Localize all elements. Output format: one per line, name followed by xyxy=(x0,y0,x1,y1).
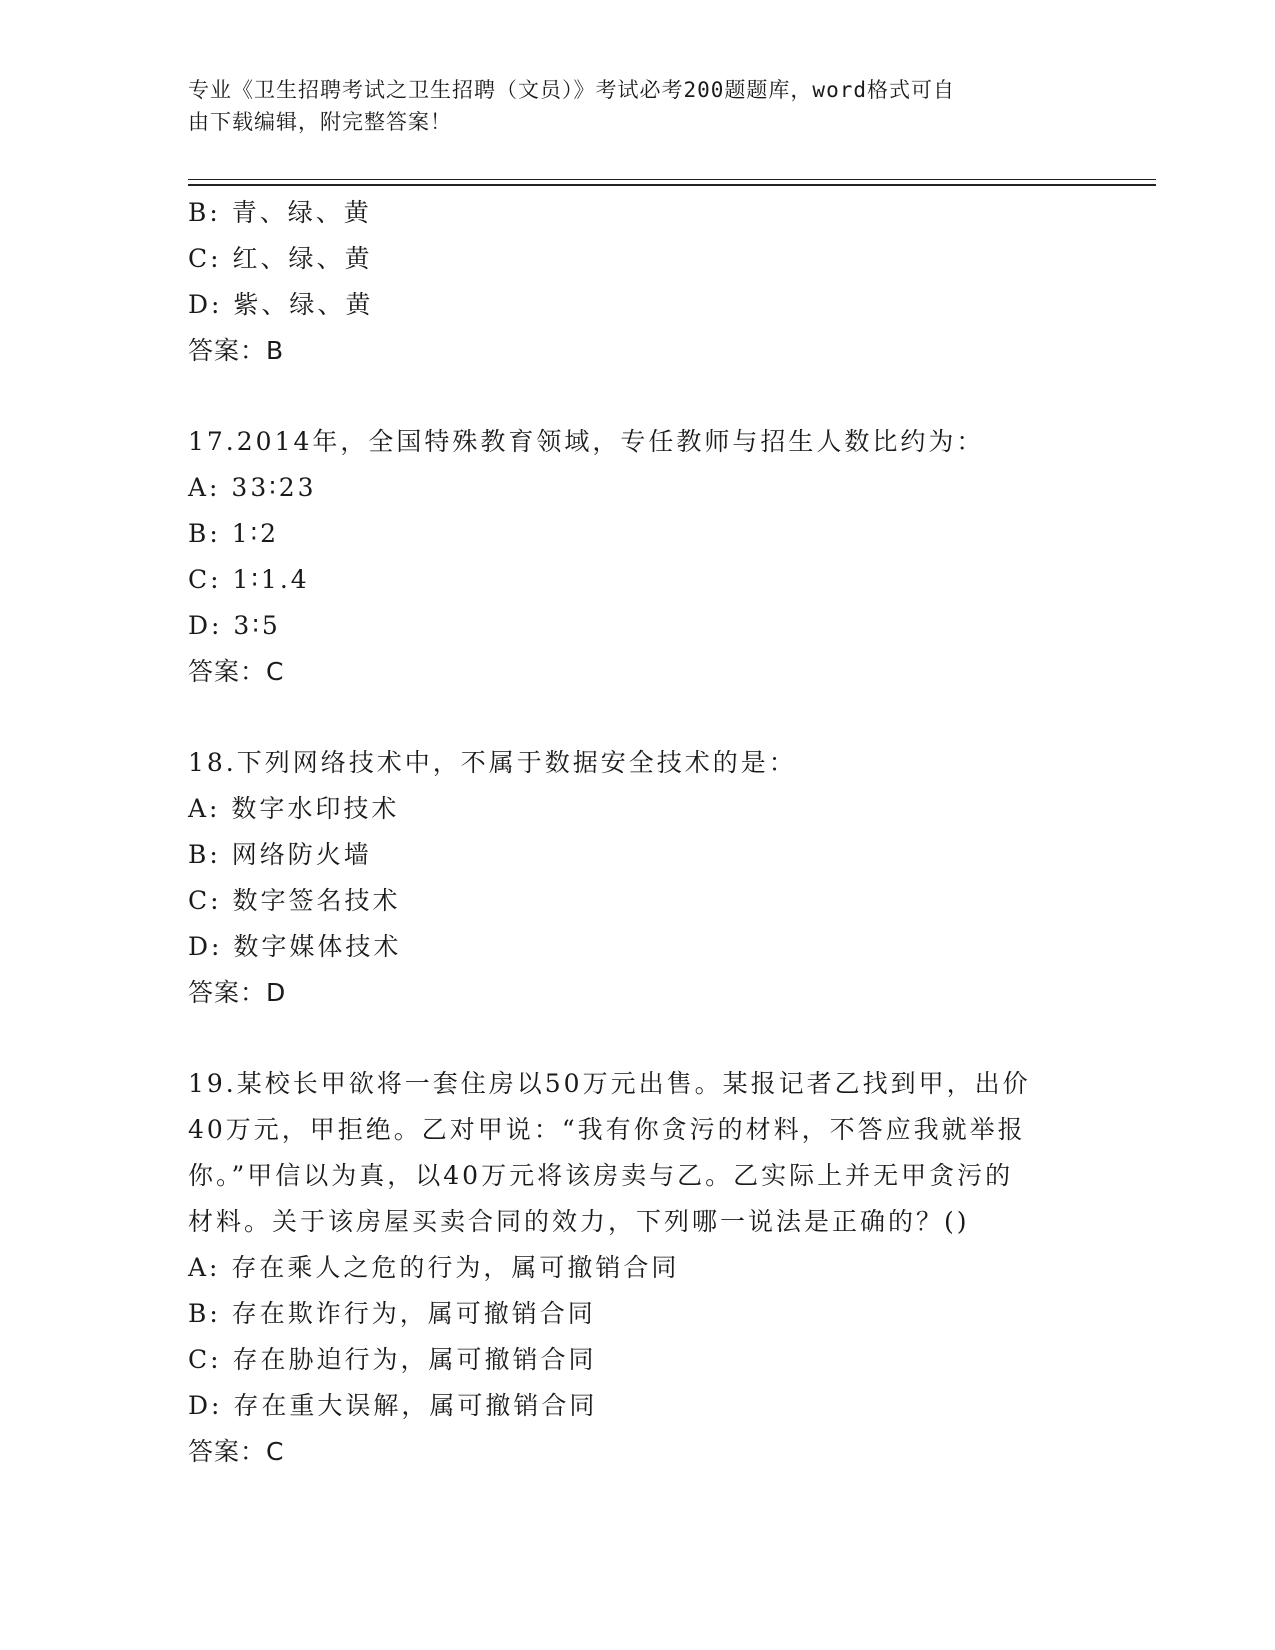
question-17 xyxy=(188,419,1088,695)
option-a: A: 33∶23 xyxy=(188,473,317,502)
option-d: D: 数字媒体技术 xyxy=(188,932,402,961)
option-c: C: 存在胁迫行为，属可撤销合同 xyxy=(188,1345,597,1374)
question-18 xyxy=(188,740,1088,1016)
option-c: C: 红、绿、黄 xyxy=(188,244,373,273)
option-b: B: 存在欺诈行为，属可撤销合同 xyxy=(188,1299,596,1328)
document-header xyxy=(188,74,1068,138)
question-text: 17.2014年，全国特殊教育领域，专任教师与招生人数比约为： xyxy=(188,427,985,456)
question-content xyxy=(188,190,1088,1475)
question-text-line-1: 19.某校长甲欲将一套住房以50万元出售。某报记者乙找到甲，出价 xyxy=(188,1069,1031,1098)
option-a: A: 数字水印技术 xyxy=(188,794,400,823)
question-text-line-4: 材料。关于该房屋买卖合同的效力，下列哪一说法是正确的？() xyxy=(188,1207,970,1236)
option-d: D: 紫、绿、黄 xyxy=(188,290,374,319)
header-divider-thin xyxy=(188,179,1156,180)
option-b: B: 青、绿、黄 xyxy=(188,198,372,227)
option-a: A: 存在乘人之危的行为，属可撤销合同 xyxy=(188,1253,680,1282)
answer-label: 答案：C xyxy=(188,657,285,686)
question-text-line-2: 40万元，甲拒绝。乙对甲说：“我有你贪污的材料，不答应我就举报 xyxy=(188,1115,1026,1144)
answer-label: 答案：D xyxy=(188,978,287,1007)
option-d: D: 存在重大误解，属可撤销合同 xyxy=(188,1391,598,1420)
option-b: B: 1∶2 xyxy=(188,519,280,548)
answer-label: 答案：B xyxy=(188,336,285,365)
question-text-line-3: 你。”甲信以为真，以40万元将该房卖与乙。乙实际上并无甲贪污的 xyxy=(188,1161,1014,1190)
answer-label: 答案：C xyxy=(188,1437,285,1466)
header-line-2: 由下载编辑，附完整答案！ xyxy=(188,110,452,134)
option-b: B: 网络防火墙 xyxy=(188,840,372,869)
question-19 xyxy=(188,1061,1088,1475)
option-c: C: 1∶1.4 xyxy=(188,565,310,594)
option-d: D: 3∶5 xyxy=(188,611,281,640)
option-c: C: 数字签名技术 xyxy=(188,886,401,915)
question-text: 18.下列网络技术中，不属于数据安全技术的是： xyxy=(188,748,797,777)
question-16-partial xyxy=(188,190,1088,374)
header-divider-thick xyxy=(188,184,1156,186)
header-line-1: 专业《卫生招聘考试之卫生招聘（文员）》考试必考200题题库，word格式可自 xyxy=(188,78,955,102)
